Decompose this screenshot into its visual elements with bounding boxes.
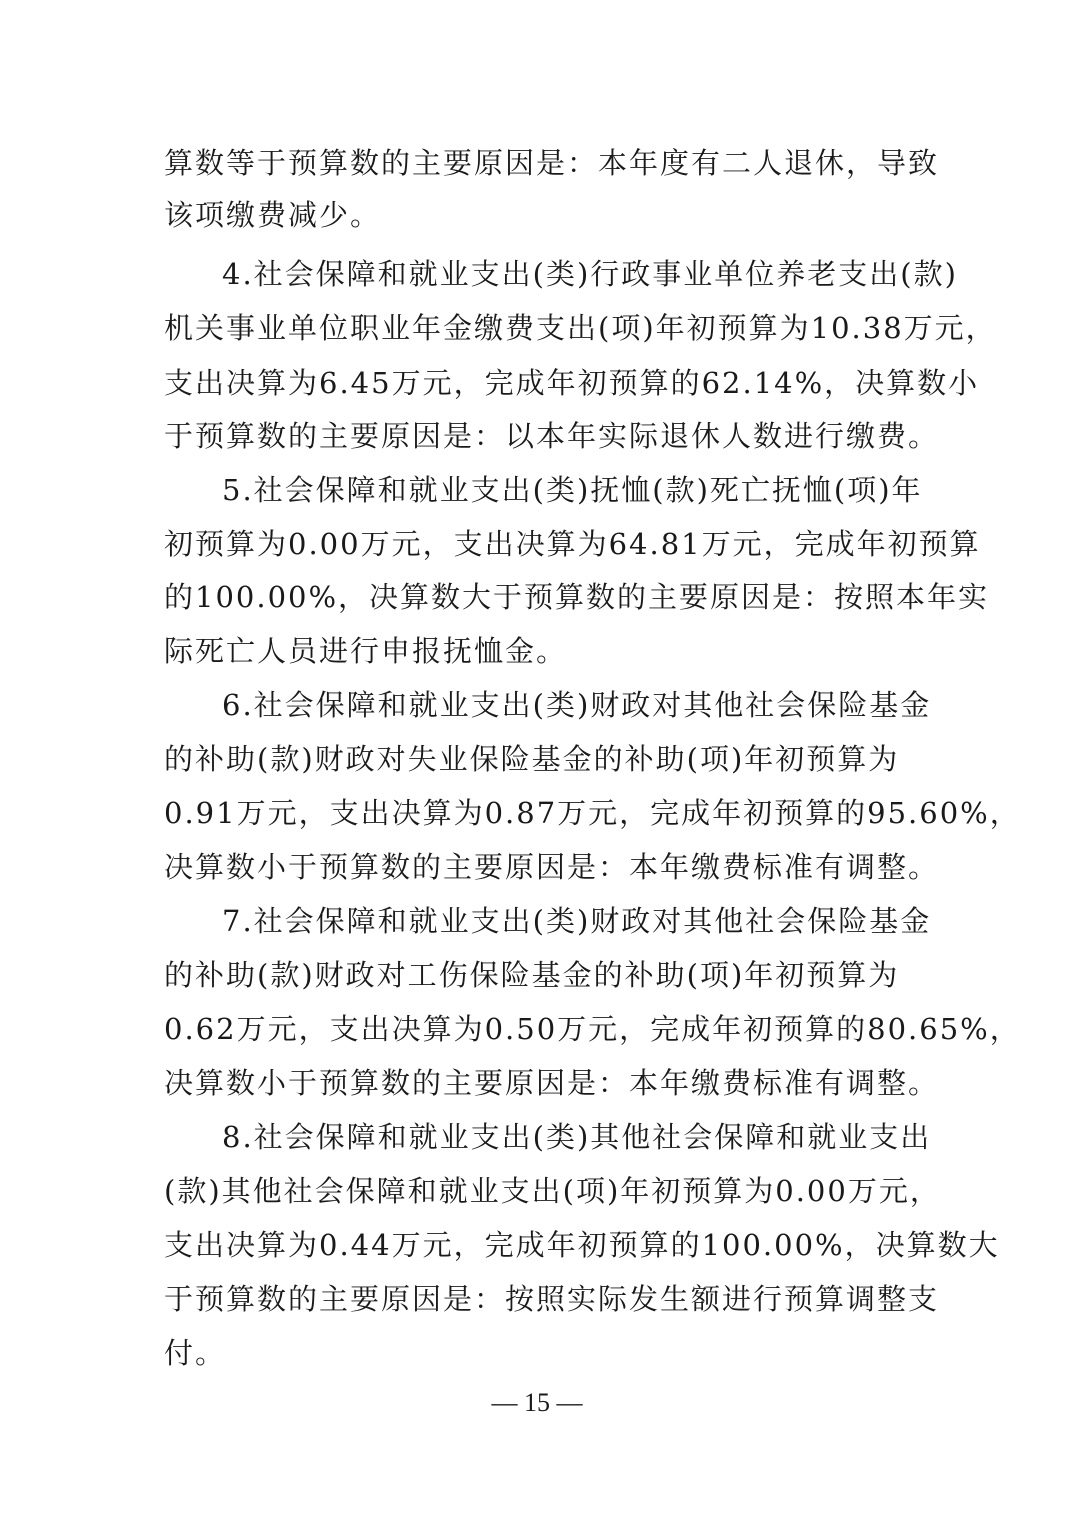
- text-line: 支出决算为0.44万元，完成年初预算的100.00%，决算数大: [164, 1228, 1000, 1262]
- text-line: 的补助(款)财政对工伤保险基金的补助(项)年初预算为: [164, 958, 900, 992]
- text-line: 算数等于预算数的主要原因是：本年度有二人退休，导致: [164, 146, 940, 180]
- paragraph-6-start: 6.社会保障和就业支出(类)财政对其他社会保险基金: [222, 688, 932, 722]
- paragraph-4-start: 4.社会保障和就业支出(类)行政事业单位养老支出(款): [222, 257, 958, 291]
- paragraph-7-start: 7.社会保障和就业支出(类)财政对其他社会保险基金: [222, 904, 932, 938]
- text-line: 于预算数的主要原因是：以本年实际退休人数进行缴费。: [164, 419, 940, 453]
- text-line: 的100.00%，决算数大于预算数的主要原因是：按照本年实: [164, 580, 990, 614]
- text-line: 机关事业单位职业年金缴费支出(项)年初预算为10.38万元，: [164, 311, 997, 345]
- text-line: 0.62万元，支出决算为0.50万元，完成年初预算的80.65%，: [164, 1012, 1021, 1046]
- text-line: 的补助(款)财政对失业保险基金的补助(项)年初预算为: [164, 742, 900, 776]
- text-line: 支出决算为6.45万元，完成年初预算的62.14%，决算数小: [164, 366, 980, 400]
- page-number: — 15 —: [491, 1388, 583, 1417]
- paragraph-5-start: 5.社会保障和就业支出(类)抚恤(款)死亡抚恤(项)年: [222, 473, 923, 507]
- text-line: (款)其他社会保障和就业支出(项)年初预算为0.00万元，: [164, 1174, 941, 1208]
- text-line: 该项缴费减少。: [164, 198, 382, 232]
- text-line: 决算数小于预算数的主要原因是：本年缴费标准有调整。: [164, 1066, 940, 1100]
- text-line: 际死亡人员进行申报抚恤金。: [164, 634, 568, 668]
- text-line: 付。: [164, 1336, 227, 1370]
- text-line: 初预算为0.00万元，支出决算为64.81万元，完成年初预算: [164, 527, 981, 561]
- text-line: 0.91万元，支出决算为0.87万元，完成年初预算的95.60%，: [164, 796, 1021, 830]
- text-line: 决算数小于预算数的主要原因是：本年缴费标准有调整。: [164, 850, 940, 884]
- text-line: 于预算数的主要原因是：按照实际发生额进行预算调整支: [164, 1282, 940, 1316]
- paragraph-8-start: 8.社会保障和就业支出(类)其他社会保障和就业支出: [222, 1120, 932, 1154]
